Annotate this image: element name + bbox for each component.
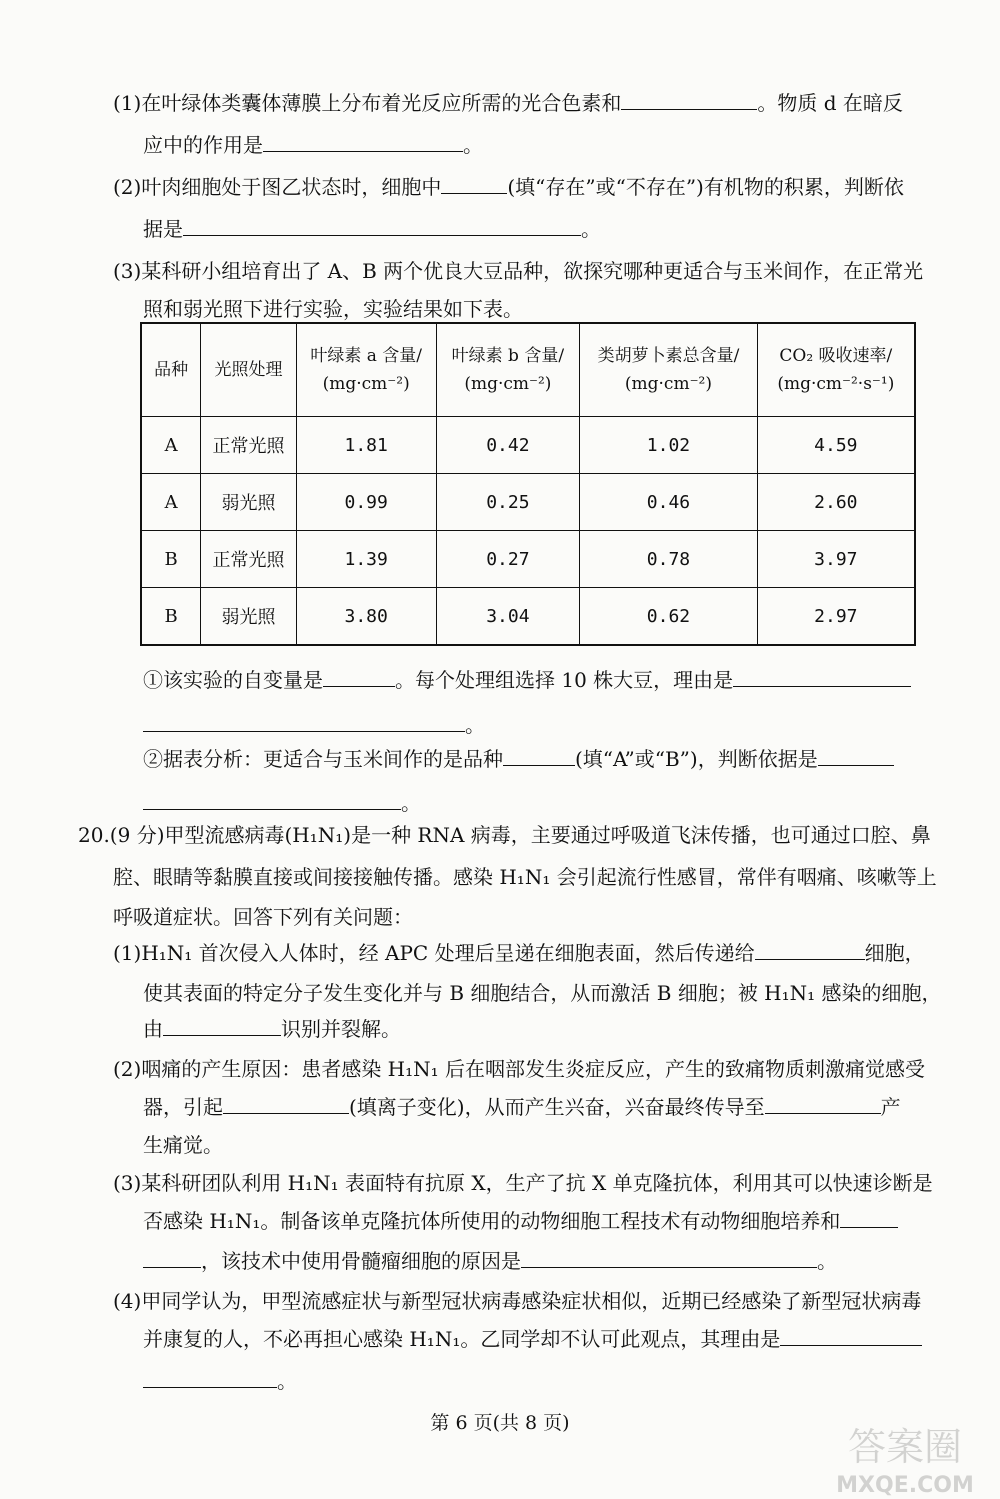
answer-blank[interactable]	[780, 1327, 922, 1346]
header-chl-b: 叶绿素 b 含量/ (mg·cm⁻²)	[436, 323, 580, 417]
answer-blank[interactable]	[621, 91, 757, 110]
cell-value: 0.78	[580, 531, 757, 588]
q19-p1-line1: (1)在叶绿体类囊体薄膜上分布着光反应所需的光合色素和 。物质 d 在暗反	[113, 91, 903, 115]
cell-value: 0.27	[436, 531, 580, 588]
q20-p2-line3: 生痛觉。	[143, 1133, 223, 1157]
answer-blank[interactable]	[503, 747, 575, 766]
cell-value: 2.97	[757, 588, 915, 646]
cell-variety: B	[141, 588, 201, 646]
answer-blank[interactable]	[263, 133, 463, 152]
cell-value: 1.39	[296, 531, 436, 588]
q20-intro-line2: 腔、眼睛等黏膜直接或间接接触传播。感染 H₁N₁ 会引起流行性感冒，常伴有咽痛、咳嗽等上	[113, 865, 937, 889]
q20-p2-line2: 器，引起 (填离子变化)，从而产生兴奋，兴奋最终传导至 产	[143, 1095, 901, 1119]
q19-s1-line1: ①该实验的自变量是 。每个处理组选择 10 株大豆，理由是	[143, 667, 911, 693]
q20-p3-line2: 否感染 H₁N₁。制备该单克隆抗体所使用的动物细胞工程技术有动物细胞培养和	[143, 1208, 898, 1234]
q19-p1-line2: 应中的作用是 。	[143, 133, 483, 157]
answer-blank[interactable]	[323, 668, 395, 687]
answer-blank[interactable]	[765, 1095, 881, 1114]
q20-p4-line1: (4)甲同学认为，甲型流感症状与新型冠状病毒感染症状相似，近期已经感染了新型冠状病毒	[113, 1289, 922, 1313]
q19-p3-line2: 照和弱光照下进行实验，实验结果如下表。	[143, 297, 523, 321]
svg-text:答案圈: 答案圈	[847, 1425, 963, 1469]
cell-value: 2.60	[757, 474, 915, 531]
answer-blank[interactable]	[163, 1017, 281, 1036]
cell-value: 4.59	[757, 417, 915, 474]
cell-variety: A	[141, 474, 201, 531]
answer-blank[interactable]	[733, 668, 911, 687]
q20-p4-line3: 。	[143, 1368, 297, 1394]
answer-blank[interactable]	[755, 941, 865, 960]
watermark-logo	[820, 1418, 990, 1498]
answer-blank[interactable]	[223, 1095, 349, 1114]
cell-variety: B	[141, 531, 201, 588]
answer-blank[interactable]	[521, 1249, 817, 1268]
cell-value: 0.62	[580, 588, 757, 646]
cell-value: 1.81	[296, 417, 436, 474]
q19-s2-line1: ②据表分析：更适合与玉米间作的是品种 (填“A”或“B”)，判断依据是	[143, 746, 894, 772]
q19-s1-line2: 。	[143, 712, 485, 738]
page-footer: 第 6 页(共 8 页)	[430, 1412, 570, 1434]
q20-p4-line2: 并康复的人，不必再担心感染 H₁N₁。乙同学却不认可此观点，其理由是	[143, 1326, 922, 1352]
table-row	[141, 588, 915, 646]
q20-p1-line2: 使其表面的特定分子发生变化并与 B 细胞结合，从而激活 B 细胞；被 H₁N₁ 感染的细胞，	[143, 981, 942, 1005]
answer-blank[interactable]	[840, 1209, 898, 1228]
answer-blank[interactable]	[183, 217, 581, 236]
q20-p1-line3: 由 识别并裂解。	[143, 1017, 401, 1041]
table-header-row	[141, 323, 915, 417]
q20-p3-line3: ，该技术中使用骨髓瘤细胞的原因是 。	[143, 1248, 837, 1274]
header-light: 光照处理	[201, 323, 297, 417]
svg-text:MXQE.COM: MXQE.COM	[836, 1473, 974, 1498]
q20-p1-line1: (1)H₁N₁ 首次侵入人体时，经 APC 处理后呈递在细胞表面，然后传递给 细胞，	[113, 941, 925, 965]
table-row	[141, 531, 915, 588]
q19-p3-line1: (3)某科研小组培育出了 A、B 两个优良大豆品种，欲探究哪种更适合与玉米间作，在正常光	[113, 259, 924, 283]
q20-intro-line1: 20.(9 分)甲型流感病毒(H₁N₁)是一种 RNA 病毒，主要通过呼吸道飞沫传播，也可通过口腔、鼻	[78, 823, 931, 847]
q20-p3-line1: (3)某科研团队利用 H₁N₁ 表面特有抗原 X，生产了抗 X 单克隆抗体，利用其可以快速诊断是	[113, 1171, 933, 1195]
q19-s2-line2: 。	[143, 790, 421, 816]
cell-value: 1.02	[580, 417, 757, 474]
header-co2-rate: CO₂ 吸收速率/ (mg·cm⁻²·s⁻¹)	[757, 323, 915, 417]
cell-value: 3.97	[757, 531, 915, 588]
table-row	[141, 474, 915, 531]
cell-value: 0.99	[296, 474, 436, 531]
header-variety: 品种	[141, 323, 201, 417]
cell-light: 弱光照	[201, 474, 297, 531]
q20-p2-line1: (2)咽痛的产生原因：患者感染 H₁N₁ 后在咽部发生炎症反应，产生的致痛物质刺激痛觉感受	[113, 1057, 926, 1081]
cell-variety: A	[141, 417, 201, 474]
answer-blank[interactable]	[143, 713, 465, 732]
q19-p2-line2: 据是 。	[143, 217, 601, 241]
header-chl-a: 叶绿素 a 含量/ (mg·cm⁻²)	[296, 323, 436, 417]
answer-blank[interactable]	[441, 175, 507, 194]
cell-value: 3.80	[296, 588, 436, 646]
cell-light: 正常光照	[201, 417, 297, 474]
answer-blank[interactable]	[818, 747, 894, 766]
table-row	[141, 417, 915, 474]
cell-value: 0.46	[580, 474, 757, 531]
answer-blank[interactable]	[143, 791, 401, 810]
experiment-table	[140, 322, 916, 646]
cell-light: 正常光照	[201, 531, 297, 588]
q19-p2-line1: (2)叶肉细胞处于图乙状态时，细胞中 (填“存在”或“不存在”)有机物的积累，判断依	[113, 175, 904, 199]
cell-light: 弱光照	[201, 588, 297, 646]
answer-blank[interactable]	[143, 1249, 201, 1268]
cell-value: 0.25	[436, 474, 580, 531]
cell-value: 0.42	[436, 417, 580, 474]
answer-blank[interactable]	[143, 1369, 277, 1388]
q20-intro-line3: 呼吸道症状。回答下列有关问题：	[113, 905, 413, 929]
header-carotenoid: 类胡萝卜素总含量/ (mg·cm⁻²)	[580, 323, 757, 417]
cell-value: 3.04	[436, 588, 580, 646]
